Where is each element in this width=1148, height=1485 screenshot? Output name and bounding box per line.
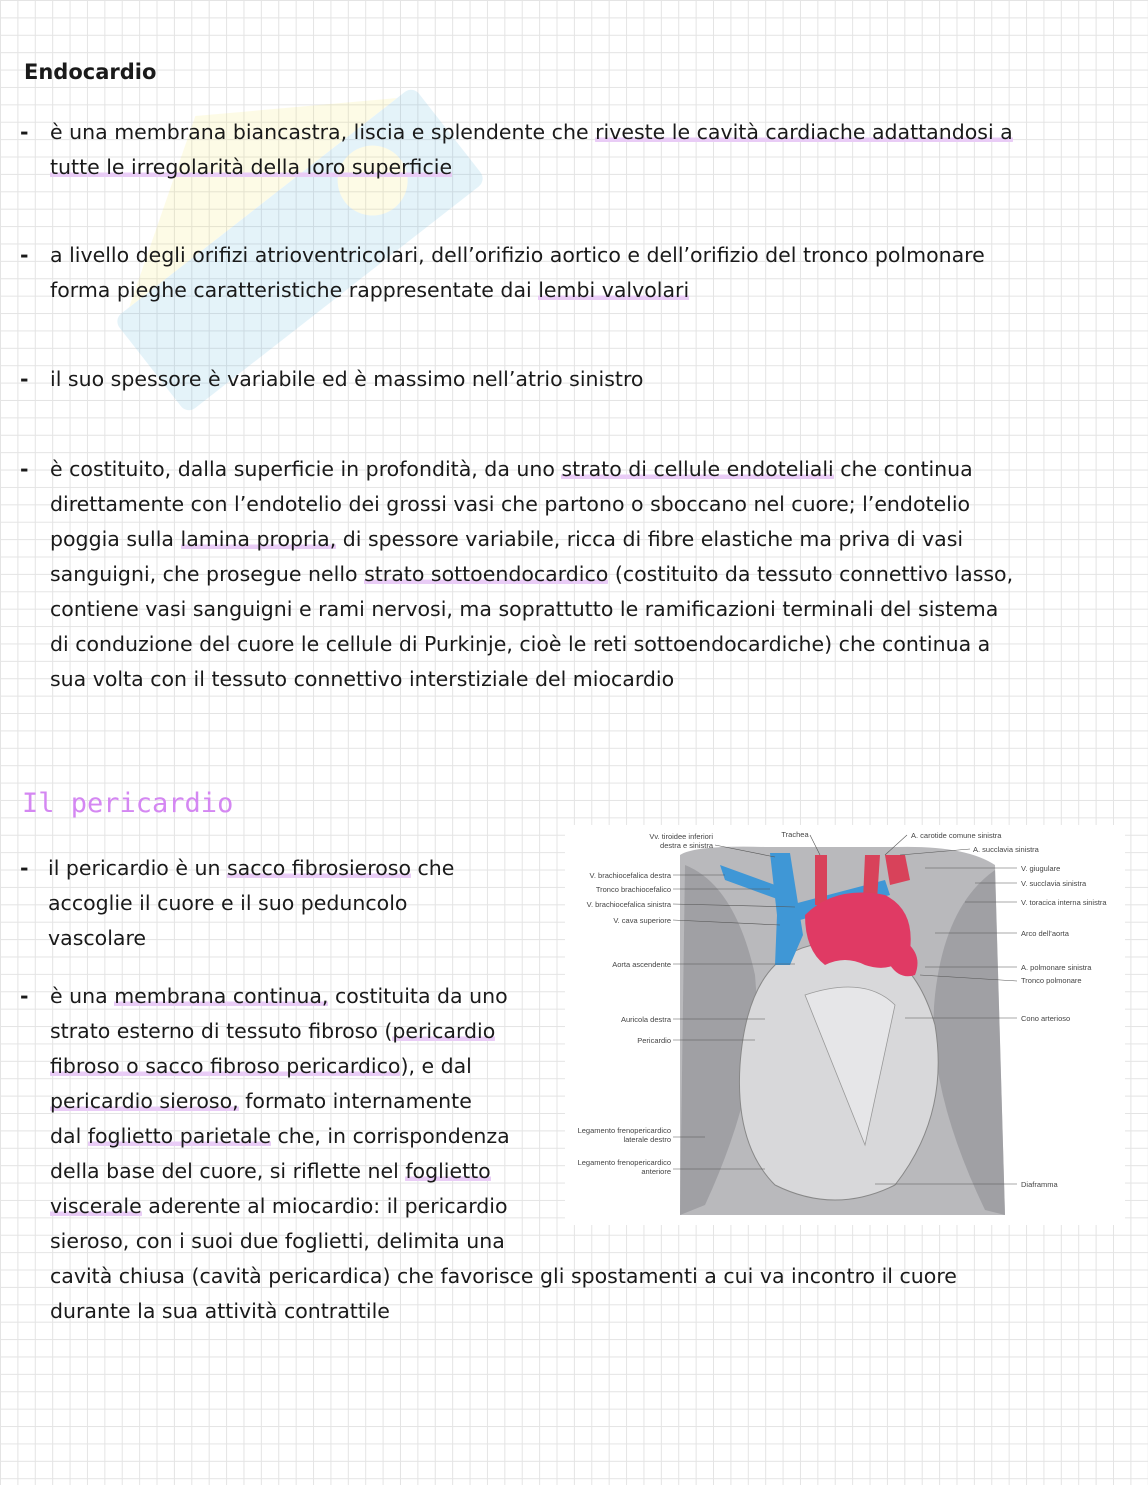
highlight: viscerale: [50, 1194, 142, 1218]
text: vascolare: [48, 926, 147, 950]
figure-label: Arco dell’aorta: [1021, 929, 1069, 938]
text: strato esterno di tessuto fibroso (: [50, 1019, 393, 1043]
figure-label: Aorta ascendente: [612, 960, 671, 969]
figure-label: laterale destro: [623, 1135, 671, 1144]
text: il suo spessore è variabile ed è massimo nell’atrio sinistro: [50, 367, 644, 391]
text: costituita da uno: [328, 984, 508, 1008]
figure-label: Legamento frenopericardico: [577, 1158, 671, 1167]
figure-label: V. giugulare: [1021, 864, 1061, 873]
text: è una membrana biancastra, liscia e splendente che: [50, 120, 596, 144]
highlight: fibroso o sacco fibroso pericardico: [50, 1054, 401, 1078]
figure-label: V. brachiocefalica destra: [589, 871, 671, 880]
text: aderente al miocardio: il pericardio: [141, 1194, 508, 1218]
list-item: - è costituito, dalla superficie in profondità, da uno strato di cellule endoteliali che continua direttamente con l’endotelio dei grossi vasi che partono o sboccano nel cuore; l’endotelio poggia sulla lamina propria, di spessore variabile, ricca di fibre elastiche ma priva di vasi sanguigni, che prosegue nello strato sottoendocardico (costituito da tessuto connettivo lasso, contiene vasi sanguigni e rami nervosi, ma soprattutto le ramificazioni terminali del sistema di conduzione del cuore le cellule di Purkinje, cioè le reti sottoendocardiche) che continua a sua volta con il tessuto connettivo interstiziale del miocardio: [20, 457, 1014, 691]
highlight: strato sottoendocardico: [364, 562, 609, 586]
heart-pericardium-figure: [565, 825, 1125, 1225]
text: di conduzione del cuore le cellule di Purkinje, cioè le reti sottoendocardiche) che continua a: [50, 632, 991, 656]
highlight: pericardio sieroso,: [50, 1089, 239, 1113]
figure-label: A. carotide comune sinistra: [911, 831, 1002, 840]
text: cavità chiusa (cavità pericardica) che favorisce gli spostamenti a cui va incontro il cuore: [50, 1264, 957, 1288]
figure-label: A. succlavia sinistra: [973, 845, 1039, 854]
text: di spessore variabile, ricca di fibre elastiche ma priva di vasi: [336, 527, 964, 551]
text: a livello degli orifizi atrioventricolari, dell’orifizio aortico e dell’orifizio del tronco polmonare: [50, 243, 985, 267]
figure-label: anteriore: [641, 1167, 671, 1176]
list-item: - il suo spessore è variabile ed è massimo nell’atrio sinistro: [20, 362, 1100, 397]
section-title-endocardio: Endocardio: [24, 60, 157, 84]
figure-label: V. brachiocefalica sinistra: [586, 900, 671, 909]
highlight: sacco fibrosieroso: [226, 856, 411, 880]
figure-label: Trachea: [781, 830, 809, 839]
figure-label: V. cava superiore: [613, 916, 671, 925]
figure-label: A. polmonare sinistra: [1021, 963, 1092, 972]
text: è costituito, dalla superficie in profondità, da uno: [50, 457, 562, 481]
text: durante la sua attività contrattile: [50, 1299, 390, 1323]
text: ), e dal: [400, 1054, 472, 1078]
figure-label: Cono arterioso: [1021, 1014, 1071, 1023]
highlight: pericardio: [392, 1019, 496, 1043]
text: formato internamente: [238, 1089, 472, 1113]
text: che continua: [833, 457, 973, 481]
text: della base del cuore, si riflette nel: [50, 1159, 406, 1183]
figure-label: Pericardio: [637, 1036, 671, 1045]
text: (costituito da tessuto connettivo lasso,: [608, 562, 1014, 586]
text: il pericardio è un: [48, 856, 227, 880]
figure-label: Tronco brachiocefalico: [595, 885, 671, 894]
text: sanguigni, che prosegue nello: [50, 562, 365, 586]
figure-label: Auricola destra: [620, 1015, 671, 1024]
highlight: lamina propria,: [180, 527, 337, 551]
highlight: strato di cellule endoteliali: [561, 457, 834, 481]
figure-label: destra e sinistra: [660, 841, 713, 850]
list-item: - è una membrana continua, costituita da uno strato esterno di tessuto fibroso (pericardio fibroso o sacco fibroso pericardico), e dal pericardio sieroso, formato internamente dal foglietto parietale che, in corrispondenza della base del cuore, si riflette nel foglietto viscerale aderente al miocardio: il pericardio sieroso, con i suoi due foglietti, delimita una cavità chiusa (cavità pericardica) che favorisce gli spostamenti a cui va incontro il cuore durante la sua attività contrattile: [20, 984, 957, 1323]
list-item: - a livello degli orifizi atrioventricolari, dell’orifizio aortico e dell’orifizio del tronco polmonare forma pieghe caratteristiche rappresentate dai lembi valvolari: [20, 243, 985, 302]
figure-label: Vv. tiroidee inferiori: [649, 832, 713, 841]
text: è una: [50, 984, 115, 1008]
figure-label: Tronco polmonare: [1021, 976, 1082, 985]
text: dal: [50, 1124, 88, 1148]
text: sieroso, con i suoi due foglietti, delimita una: [50, 1229, 505, 1253]
section-title-pericardio: Il pericardio: [22, 788, 234, 819]
figure-label: V. toracica interna sinistra: [1021, 898, 1107, 907]
text: poggia sulla: [50, 527, 181, 551]
text: che: [411, 856, 455, 880]
highlight: riveste le cavità cardiache adattandosi a: [595, 120, 1013, 144]
text: sua volta con il tessuto connettivo interstiziale del miocardio: [50, 667, 675, 691]
figure-label: V. succlavia sinistra: [1021, 879, 1087, 888]
highlight: foglietto parietale: [87, 1124, 271, 1148]
text: che, in corrispondenza: [270, 1124, 510, 1148]
highlight: membrana continua,: [114, 984, 329, 1008]
text: forma pieghe caratteristiche rappresentate dai: [50, 278, 539, 302]
text: direttamente con l’endotelio dei grossi vasi che partono o sboccano nel cuore; l’endotelio: [50, 492, 971, 516]
figure-label: Legamento frenopericardico: [577, 1126, 671, 1135]
highlight: lembi valvolari: [538, 278, 690, 302]
highlight: foglietto: [405, 1159, 491, 1183]
text: accoglie il cuore e il suo peduncolo: [48, 891, 408, 915]
figure-label: Diaframma: [1021, 1180, 1058, 1189]
list-item: - è una membrana biancastra, liscia e splendente che riveste le cavità cardiache adattandosi a tutte le irregolarità della loro superficie: [20, 120, 1013, 179]
list-item: - il pericardio è un sacco fibrosieroso che accoglie il cuore e il suo peduncolo vascolare: [20, 856, 455, 950]
highlight: tutte le irregolarità della loro superficie: [50, 155, 453, 179]
text: contiene vasi sanguigni e rami nervosi, ma soprattutto le ramificazioni terminali del sistema: [50, 597, 999, 621]
